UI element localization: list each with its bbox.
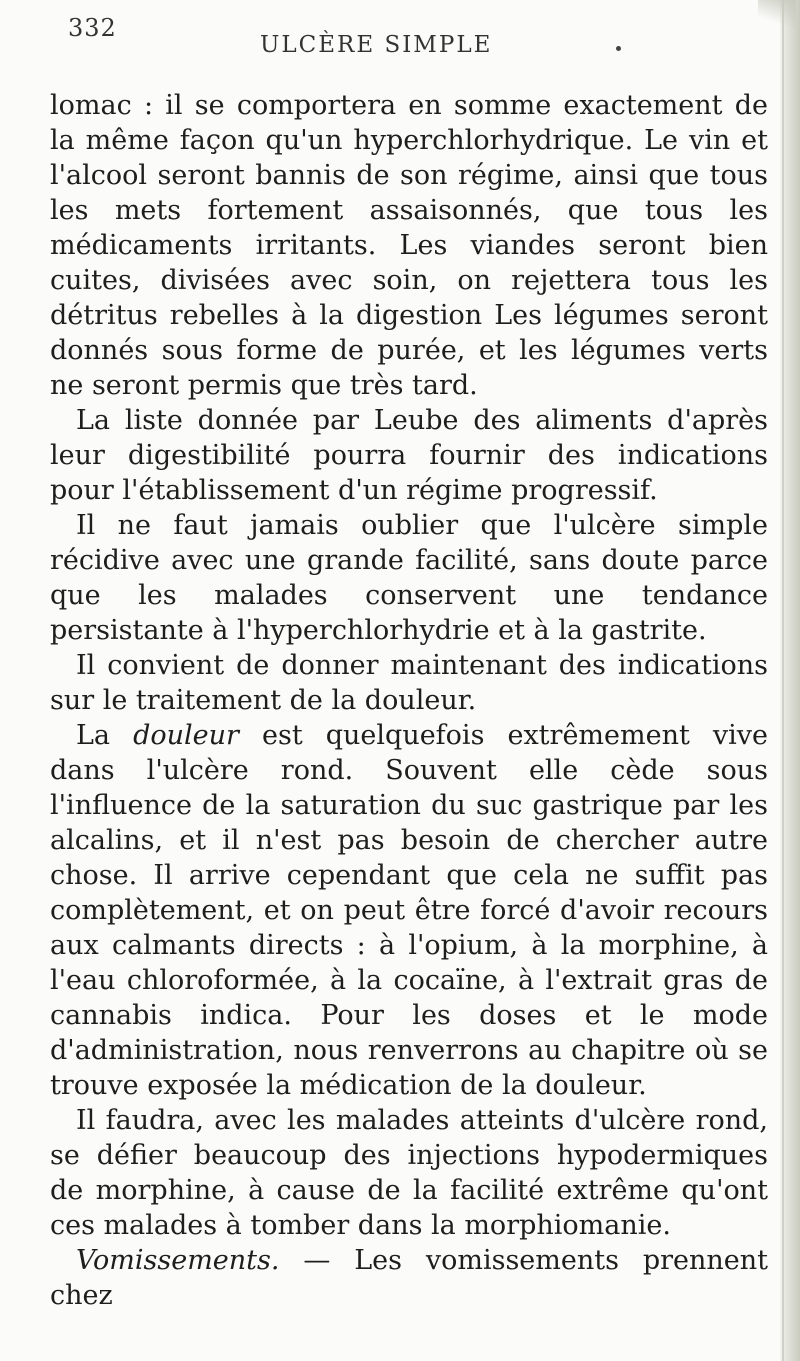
douleur-term: douleur <box>133 720 239 751</box>
paragraph-douleur <box>50 718 768 1103</box>
paragraph-douleur-intro: Il convient de donner maintenant des indications sur le traitement de la douleur. <box>50 650 768 716</box>
page-header <box>68 14 768 66</box>
paragraph-regime: lomac : il se comportera en somme exactement de la même façon qu'un hyperchlorhydrique. Le vin et l'alcool seront bannis de son régime, ainsi que tous les mets fortement assaisonnés, que tous les médicaments irritants. Les viandes seront bien cuites, divisées avec soin, on rejettera tous les détritus rebelles à la digestion Les légumes seront donnés sous forme de purée, et les légumes verts ne seront permis que très tard. <box>50 90 768 401</box>
header-dot <box>616 46 621 51</box>
page-edge-shadow <box>780 0 800 1361</box>
running-title: ULCÈRE SIMPLE <box>260 32 493 58</box>
body-text <box>50 88 768 1313</box>
vomissements-text: — Les vomissements prennent chez <box>50 1245 768 1311</box>
douleur-text: est quelquefois extrêmement vive dans l'ulcère rond. Souvent elle cède sous l'influence de la saturation du suc gastrique par les alcalins, et il n'est pas besoin de chercher autre chose. Il arrive cependant que cela ne suffit pas complètement, et on peut être forcé d'avoir recours aux calmants directs : à l'opium, à la morphine, à l'eau chloroformée, à la cocaïne, à l'extrait gras de cannabis indica. Pour les doses et le mode d'administration, nous renverrons au chapitre où se trouve exposée la médication de la douleur. <box>50 720 769 1101</box>
vomissements-term: Vomissements. <box>76 1245 280 1276</box>
paragraph-morphine: Il faudra, avec les malades atteints d'ulcère rond, se défier beaucoup des injections hypodermiques de morphine, à cause de la facilité extrême qu'ont ces malades à tomber dans la morphiomanie. <box>50 1105 768 1241</box>
paragraph-leube-list: La liste donnée par Leube des aliments d'après leur digestibilité pourra fournir des indications pour l'établissement d'un régime progressif. <box>50 405 768 506</box>
paragraph-vomissements <box>50 1243 768 1313</box>
paragraph-recidive: Il ne faut jamais oublier que l'ulcère simple récidive avec une grande facilité, sans doute parce que les malades conservent une tendance persistante à l'hyperchlorhydrie et à la gastrite. <box>50 510 768 646</box>
page-number: 332 <box>68 14 117 42</box>
douleur-lead: La <box>76 720 134 751</box>
